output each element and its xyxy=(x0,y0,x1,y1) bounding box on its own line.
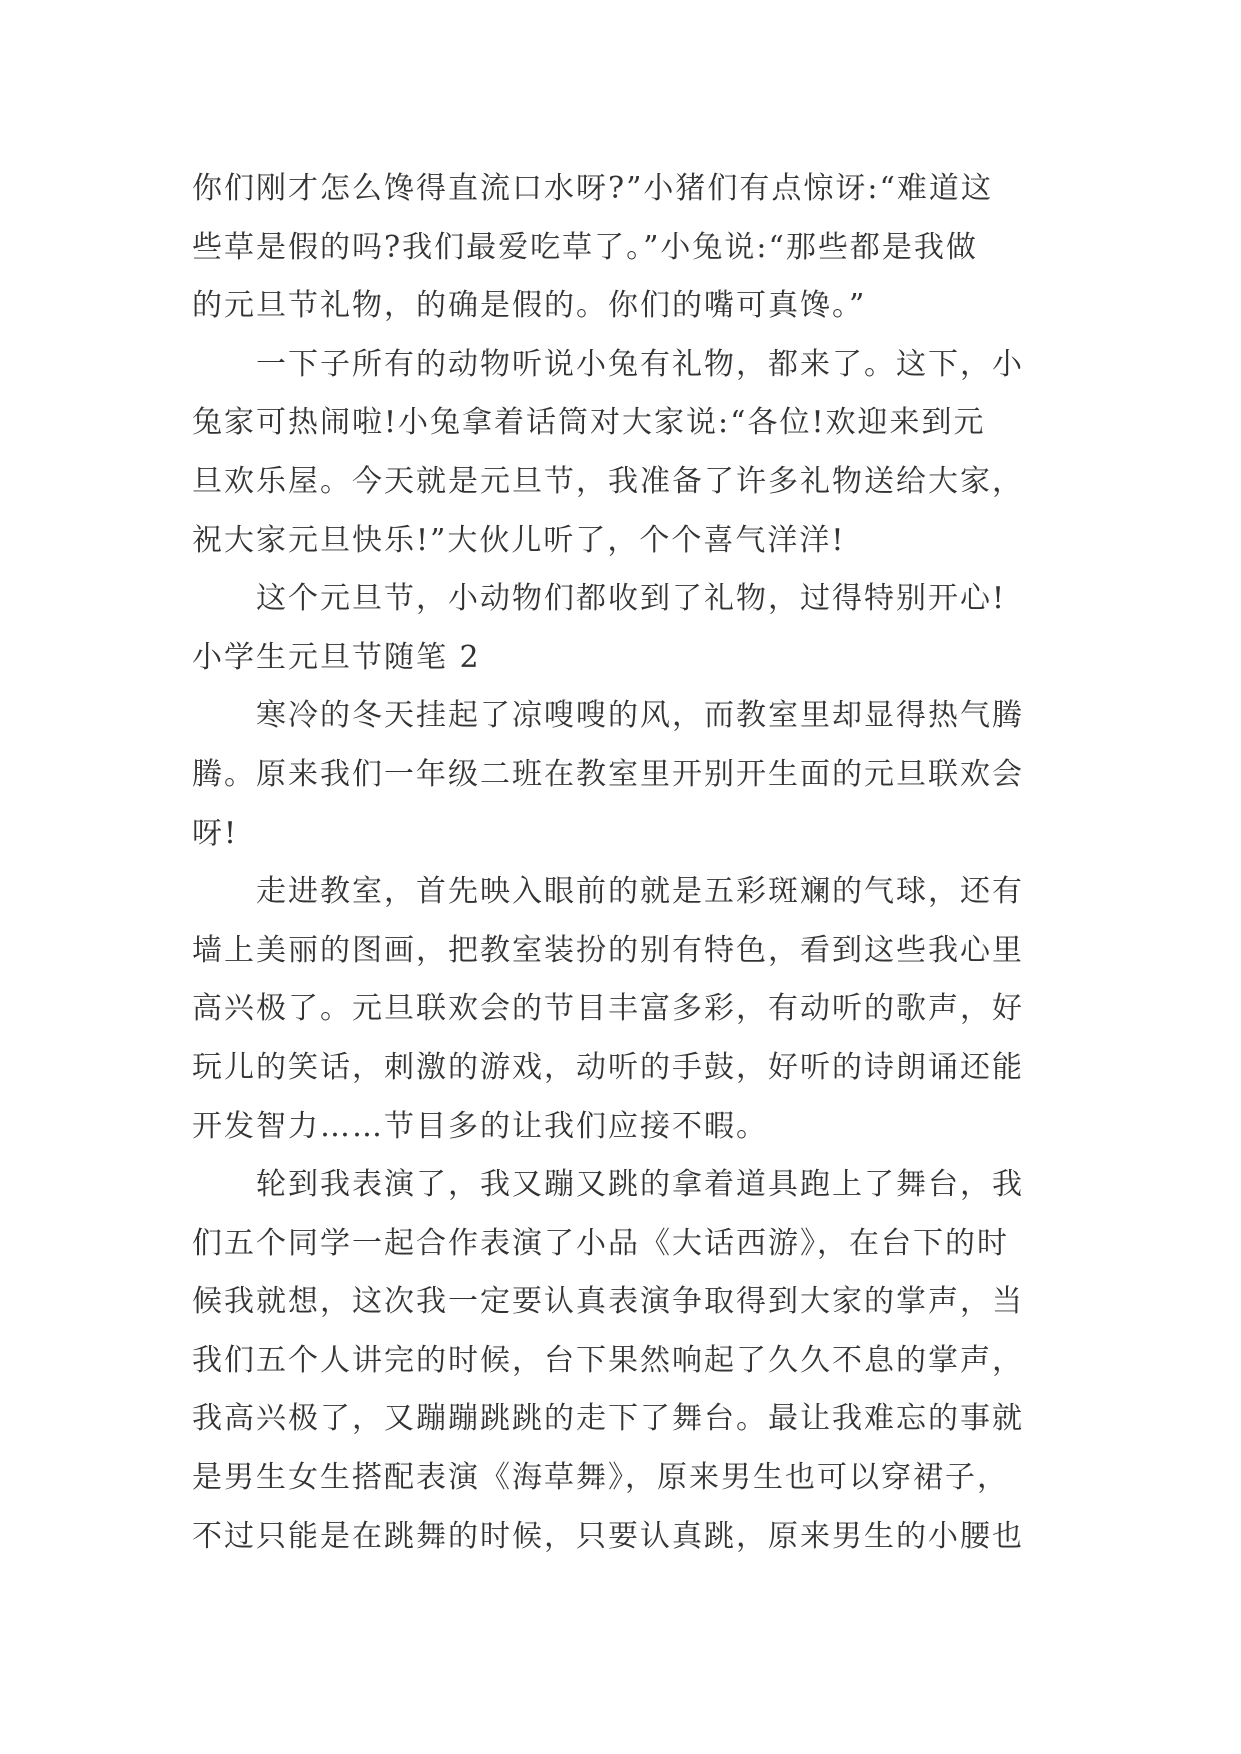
text-line: 呀! xyxy=(192,815,239,851)
text-line: 是男生女生搭配表演《海草舞》，原来男生也可以穿裙子， xyxy=(192,1460,1009,1496)
text-line: 兔家可热闹啦!小兔拿着话筒对大家说:“各位!欢迎来到元 xyxy=(192,405,986,441)
text-line: 祝大家元旦快乐!”大伙儿听了，个个喜气洋洋! xyxy=(192,522,846,558)
text-line: 的元旦节礼物，的确是假的。你们的嘴可真馋。” xyxy=(192,288,867,324)
text-line: 我们五个人讲完的时候，台下果然响起了久久不息的掌声， xyxy=(192,1342,1024,1378)
text-line: 轮到我表演了，我又蹦又跳的拿着道具跑上了舞台，我 xyxy=(256,1167,1024,1203)
text-line: 寒冷的冬天挂起了凉嗖嗖的风，而教室里却显得热气腾 xyxy=(256,698,1024,734)
document-body xyxy=(192,160,1060,1566)
text-line: 高兴极了。元旦联欢会的节目丰富多彩，有动听的歌声，好 xyxy=(192,991,1024,1027)
text-line: 些草是假的吗?我们最爱吃草了。”小兔说:“那些都是我做 xyxy=(192,229,978,265)
text-line: 腾。原来我们一年级二班在教室里开别开生面的元旦联欢会 xyxy=(192,756,1024,792)
text-line: 你们刚才怎么馋得直流口水呀?”小猪们有点惊讶:“难道这 xyxy=(192,171,993,206)
text-line: 不过只能是在跳舞的时候，只要认真跳，原来男生的小腰也 xyxy=(192,1518,1024,1554)
text-line: 一下子所有的动物听说小兔有礼物，都来了。这下，小 xyxy=(256,346,1024,382)
text-line: 旦欢乐屋。今天就是元旦节，我准备了许多礼物送给大家， xyxy=(192,463,1024,499)
text-line: 开发智力……节目多的让我们应接不暇。 xyxy=(192,1108,768,1144)
text-line: 候我就想，这次我一定要认真表演争取得到大家的掌声，当 xyxy=(192,1284,1024,1320)
text-line: 墙上美丽的图画，把教室装扮的别有特色，看到这些我心里 xyxy=(192,932,1024,968)
text-line: 这个元旦节，小动物们都收到了礼物，过得特别开心! xyxy=(256,581,1007,617)
text-line: 们五个同学一起合作表演了小品《大话西游》，在台下的时 xyxy=(192,1225,1009,1261)
text-line: 走进教室，首先映入眼前的就是五彩斑斓的气球，还有 xyxy=(256,874,1024,910)
section-heading: 小学生元旦节随笔 2 xyxy=(192,639,481,675)
text-line: 我高兴极了，又蹦蹦跳跳的走下了舞台。最让我难忘的事就 xyxy=(192,1401,1024,1437)
text-line: 玩儿的笑话，刺激的游戏，动听的手鼓，好听的诗朗诵还能 xyxy=(192,1049,1024,1085)
